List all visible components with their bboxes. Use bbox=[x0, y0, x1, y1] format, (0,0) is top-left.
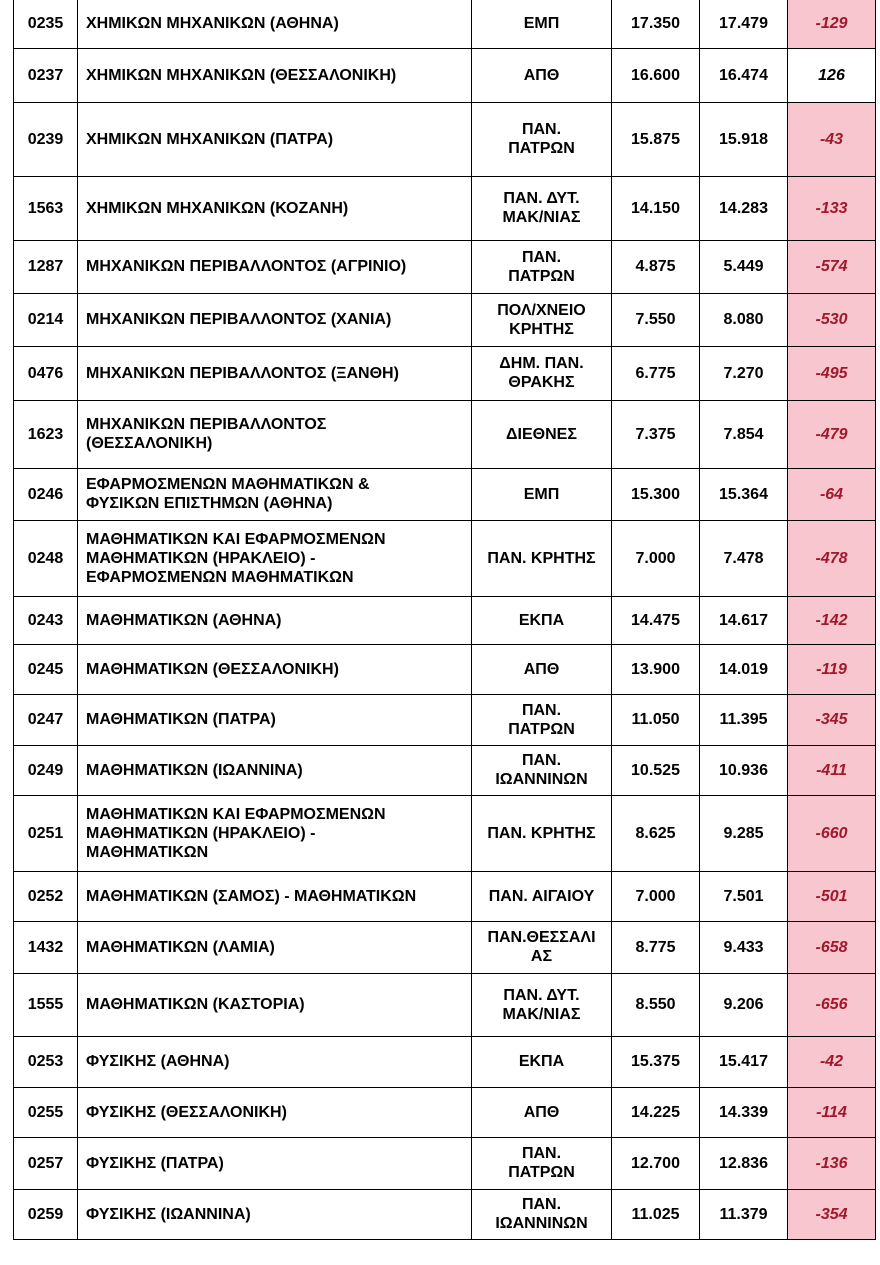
score-a-cell: 8.625 bbox=[612, 795, 700, 871]
score-a-cell: 17.350 bbox=[612, 0, 700, 48]
institution-line: ΠΑΝ. bbox=[521, 1196, 562, 1213]
institution-cell bbox=[472, 468, 612, 520]
score-b-cell: 9.206 bbox=[700, 973, 788, 1036]
institution-line: ΠΑΝ. bbox=[521, 248, 562, 266]
institution-cell bbox=[472, 1137, 612, 1189]
score-a-cell: 16.600 bbox=[612, 48, 700, 102]
institution-line: ΠΑΝ. ΚΡΗΤΗΣ bbox=[487, 549, 596, 567]
institution-cell bbox=[472, 240, 612, 293]
department-name-line: ΕΦΑΡΜΟΣΜΕΝΩΝ ΜΑΘΗΜΑΤΙΚΩΝ bbox=[86, 568, 354, 586]
department-name-line: ΦΥΣΙΚΩΝ ΕΠΙΣΤΗΜΩΝ (ΑΘΗΝΑ) bbox=[86, 495, 333, 512]
score-a-cell: 6.775 bbox=[612, 346, 700, 400]
department-name-cell bbox=[78, 694, 472, 745]
institution-cell bbox=[472, 644, 612, 694]
difference-cell: -354 bbox=[788, 1189, 876, 1239]
institution-cell bbox=[472, 346, 612, 400]
table-row bbox=[14, 102, 876, 176]
difference-cell: -501 bbox=[788, 871, 876, 921]
department-name-line: ΜΗΧΑΝΙΚΩΝ ΠΕΡΙΒΑΛΛΟΝΤΟΣ (ΞΑΝΘΗ) bbox=[86, 364, 399, 382]
institution-cell bbox=[472, 694, 612, 745]
institution-cell bbox=[472, 1189, 612, 1239]
table-row bbox=[14, 973, 876, 1036]
institution-cell bbox=[472, 520, 612, 596]
department-name-line: ΧΗΜΙΚΩΝ ΜΗΧΑΝΙΚΩΝ (ΑΘΗΝΑ) bbox=[86, 15, 339, 33]
score-b-cell: 14.617 bbox=[700, 596, 788, 644]
institution-line: ΠΑΤΡΩΝ bbox=[508, 267, 575, 285]
table-row bbox=[14, 1087, 876, 1137]
department-name-cell bbox=[78, 1087, 472, 1137]
institution-line: ΠΑΝ. bbox=[521, 752, 562, 769]
table-row bbox=[14, 871, 876, 921]
difference-cell: 126 bbox=[788, 48, 876, 102]
score-b-cell: 7.478 bbox=[700, 520, 788, 596]
table-row bbox=[14, 293, 876, 346]
institution-line: ΠΑΝ. bbox=[521, 1145, 562, 1162]
score-b-cell: 14.339 bbox=[700, 1087, 788, 1137]
department-name-line: ΦΥΣΙΚΗΣ (ΠΑΤΡΑ) bbox=[86, 1154, 224, 1172]
department-code-cell: 0259 bbox=[14, 1189, 78, 1239]
department-code-cell: 0235 bbox=[14, 0, 78, 48]
institution-line: ΠΑΤΡΩΝ bbox=[508, 140, 575, 157]
institution-cell bbox=[472, 745, 612, 795]
score-a-cell: 15.375 bbox=[612, 1036, 700, 1087]
difference-cell: -136 bbox=[788, 1137, 876, 1189]
department-name-line: ΜΗΧΑΝΙΚΩΝ ΠΕΡΙΒΑΛΛΟΝΤΟΣ (ΑΓΡΙΝΙΟ) bbox=[86, 258, 407, 275]
department-name-cell bbox=[78, 102, 472, 176]
department-name-cell bbox=[78, 176, 472, 240]
table-row bbox=[14, 921, 876, 973]
score-a-cell: 7.375 bbox=[612, 400, 700, 468]
score-a-cell: 13.900 bbox=[612, 644, 700, 694]
department-code-cell: 0476 bbox=[14, 346, 78, 400]
table-row bbox=[14, 346, 876, 400]
department-code-cell: 1287 bbox=[14, 240, 78, 293]
institution-line: ΠΟΛ/ΧΝΕΙΟ bbox=[497, 301, 586, 319]
department-name-cell bbox=[78, 293, 472, 346]
difference-cell: -133 bbox=[788, 176, 876, 240]
difference-cell: -43 bbox=[788, 102, 876, 176]
score-a-cell: 8.550 bbox=[612, 973, 700, 1036]
table-row bbox=[14, 596, 876, 644]
difference-cell: -345 bbox=[788, 694, 876, 745]
difference-cell: -119 bbox=[788, 644, 876, 694]
table-row bbox=[14, 400, 876, 468]
score-a-cell: 11.025 bbox=[612, 1189, 700, 1239]
institution-line: ΠΑΝ. ΚΡΗΤΗΣ bbox=[487, 824, 596, 842]
table-row bbox=[14, 795, 876, 871]
institution-cell bbox=[472, 293, 612, 346]
score-b-cell: 16.474 bbox=[700, 48, 788, 102]
department-name-cell bbox=[78, 973, 472, 1036]
score-b-cell: 15.364 bbox=[700, 468, 788, 520]
department-name-cell bbox=[78, 795, 472, 871]
table-row bbox=[14, 1036, 876, 1087]
institution-line: ΠΑΝ. bbox=[521, 121, 562, 138]
department-name-line: ΜΑΘΗΜΑΤΙΚΩΝ (ΗΡΑΚΛΕΙΟ) - bbox=[86, 549, 316, 567]
department-name-line: ΜΗΧΑΝΙΚΩΝ ΠΕΡΙΒΑΛΛΟΝΤΟΣ (ΧΑΝΙΑ) bbox=[86, 311, 392, 328]
difference-cell: -114 bbox=[788, 1087, 876, 1137]
score-b-cell: 8.080 bbox=[700, 293, 788, 346]
department-name-line: ΜΑΘΗΜΑΤΙΚΩΝ (ΣΑΜΟΣ) - ΜΑΘΗΜΑΤΙΚΩΝ bbox=[86, 887, 417, 905]
institution-line: ΕΜΠ bbox=[523, 485, 560, 503]
score-b-cell: 12.836 bbox=[700, 1137, 788, 1189]
department-name-cell bbox=[78, 0, 472, 48]
score-b-cell: 15.918 bbox=[700, 102, 788, 176]
institution-line: ΘΡΑΚΗΣ bbox=[508, 374, 575, 391]
department-code-cell: 0249 bbox=[14, 745, 78, 795]
department-name-cell bbox=[78, 596, 472, 644]
score-b-cell: 7.854 bbox=[700, 400, 788, 468]
department-code-cell: 0243 bbox=[14, 596, 78, 644]
department-name-line: ΧΗΜΙΚΩΝ ΜΗΧΑΝΙΚΩΝ (ΠΑΤΡΑ) bbox=[86, 130, 334, 148]
department-name-line: ΜΑΘΗΜΑΤΙΚΩΝ (ΠΑΤΡΑ) bbox=[86, 711, 276, 728]
difference-cell: -64 bbox=[788, 468, 876, 520]
institution-cell bbox=[472, 795, 612, 871]
department-name-cell bbox=[78, 1137, 472, 1189]
table-row bbox=[14, 745, 876, 795]
institution-line: ΠΑΝ. ΔΥΤ. bbox=[503, 190, 580, 207]
table-row bbox=[14, 468, 876, 520]
institution-cell bbox=[472, 102, 612, 176]
score-b-cell: 10.936 bbox=[700, 745, 788, 795]
score-b-cell: 7.270 bbox=[700, 346, 788, 400]
department-name-line: ΜΑΘΗΜΑΤΙΚΩΝ (ΙΩΑΝΝΙΝΑ) bbox=[86, 761, 303, 779]
difference-cell: -530 bbox=[788, 293, 876, 346]
institution-line: ΔΗΜ. ΠΑΝ. bbox=[499, 355, 584, 372]
department-name-line: ΜΑΘΗΜΑΤΙΚΩΝ (ΗΡΑΚΛΕΙΟ) - bbox=[86, 824, 316, 842]
department-code-cell: 0214 bbox=[14, 293, 78, 346]
institution-cell bbox=[472, 1087, 612, 1137]
difference-cell: -495 bbox=[788, 346, 876, 400]
institution-line: ΠΑΝ. bbox=[521, 701, 562, 719]
score-a-cell: 15.875 bbox=[612, 102, 700, 176]
score-a-cell: 4.875 bbox=[612, 240, 700, 293]
table-row bbox=[14, 176, 876, 240]
institution-line: ΜΑΚ/ΝΙΑΣ bbox=[502, 1005, 581, 1023]
institution-line: ΙΩΑΝΝΙΝΩΝ bbox=[495, 1215, 588, 1232]
department-code-cell: 1563 bbox=[14, 176, 78, 240]
institution-line: ΕΜΠ bbox=[523, 15, 560, 33]
department-name-cell bbox=[78, 1189, 472, 1239]
institution-line: ΑΠΘ bbox=[523, 66, 560, 84]
difference-cell: -660 bbox=[788, 795, 876, 871]
score-a-cell: 8.775 bbox=[612, 921, 700, 973]
difference-cell: -479 bbox=[788, 400, 876, 468]
department-name-cell bbox=[78, 48, 472, 102]
table-row bbox=[14, 240, 876, 293]
score-b-cell: 14.283 bbox=[700, 176, 788, 240]
department-name-line: ΧΗΜΙΚΩΝ ΜΗΧΑΝΙΚΩΝ (ΚΟΖΑΝΗ) bbox=[86, 199, 349, 217]
department-name-line: ΜΗΧΑΝΙΚΩΝ ΠΕΡΙΒΑΛΛΟΝΤΟΣ bbox=[86, 416, 327, 433]
department-code-cell: 1623 bbox=[14, 400, 78, 468]
department-name-line: ΕΦΑΡΜΟΣΜΕΝΩΝ ΜΑΘΗΜΑΤΙΚΩΝ & bbox=[86, 476, 370, 493]
department-name-cell bbox=[78, 346, 472, 400]
institution-line: ΜΑΚ/ΝΙΑΣ bbox=[502, 209, 581, 226]
score-b-cell: 11.379 bbox=[700, 1189, 788, 1239]
department-name-line: ΦΥΣΙΚΗΣ (ΑΘΗΝΑ) bbox=[86, 1053, 230, 1070]
score-b-cell: 15.417 bbox=[700, 1036, 788, 1087]
admission-scores-table bbox=[13, 0, 876, 1240]
table-row bbox=[14, 520, 876, 596]
department-code-cell: 0251 bbox=[14, 795, 78, 871]
score-a-cell: 15.300 bbox=[612, 468, 700, 520]
score-a-cell: 7.550 bbox=[612, 293, 700, 346]
department-code-cell: 0253 bbox=[14, 1036, 78, 1087]
institution-cell bbox=[472, 48, 612, 102]
institution-line: ΠΑΤΡΩΝ bbox=[508, 720, 575, 738]
institution-cell bbox=[472, 400, 612, 468]
department-name-line: ΜΑΘΗΜΑΤΙΚΩΝ bbox=[86, 843, 209, 861]
department-code-cell: 0245 bbox=[14, 644, 78, 694]
table-row bbox=[14, 1137, 876, 1189]
department-name-cell bbox=[78, 921, 472, 973]
department-code-cell: 1555 bbox=[14, 973, 78, 1036]
table-body bbox=[14, 0, 876, 1239]
difference-cell: -574 bbox=[788, 240, 876, 293]
institution-cell bbox=[472, 973, 612, 1036]
department-code-cell: 0252 bbox=[14, 871, 78, 921]
department-name-cell bbox=[78, 520, 472, 596]
difference-cell: -658 bbox=[788, 921, 876, 973]
score-b-cell: 17.479 bbox=[700, 0, 788, 48]
score-b-cell: 5.449 bbox=[700, 240, 788, 293]
department-name-line: ΜΑΘΗΜΑΤΙΚΩΝ (ΑΘΗΝΑ) bbox=[86, 611, 282, 629]
institution-line: ΕΚΠΑ bbox=[518, 611, 565, 629]
institution-line: ΠΑΝ. ΑΙΓΑΙΟΥ bbox=[488, 887, 595, 905]
table-row bbox=[14, 644, 876, 694]
score-a-cell: 14.475 bbox=[612, 596, 700, 644]
department-name-cell bbox=[78, 468, 472, 520]
admission-scores-page bbox=[13, 0, 875, 1240]
table-row bbox=[14, 694, 876, 745]
department-code-cell: 0247 bbox=[14, 694, 78, 745]
institution-line: ΠΑΤΡΩΝ bbox=[508, 1164, 575, 1181]
difference-cell: -656 bbox=[788, 973, 876, 1036]
department-code-cell: 0246 bbox=[14, 468, 78, 520]
department-code-cell: 0239 bbox=[14, 102, 78, 176]
score-b-cell: 9.285 bbox=[700, 795, 788, 871]
department-name-cell bbox=[78, 871, 472, 921]
score-a-cell: 14.150 bbox=[612, 176, 700, 240]
department-name-cell bbox=[78, 745, 472, 795]
institution-line: ΠΑΝ.ΘΕΣΣΑΛΙ bbox=[487, 929, 596, 946]
table-row bbox=[14, 0, 876, 48]
institution-cell bbox=[472, 1036, 612, 1087]
department-name-line: ΜΑΘΗΜΑΤΙΚΩΝ ΚΑΙ ΕΦΑΡΜΟΣΜΕΝΩΝ bbox=[86, 805, 386, 823]
department-code-cell: 0257 bbox=[14, 1137, 78, 1189]
department-name-cell bbox=[78, 400, 472, 468]
score-b-cell: 11.395 bbox=[700, 694, 788, 745]
department-name-cell bbox=[78, 644, 472, 694]
department-name-cell bbox=[78, 240, 472, 293]
institution-cell bbox=[472, 871, 612, 921]
institution-cell bbox=[472, 921, 612, 973]
department-name-line: ΦΥΣΙΚΗΣ (ΙΩΑΝΝΙΝΑ) bbox=[86, 1205, 251, 1223]
institution-cell bbox=[472, 176, 612, 240]
institution-line: ΠΑΝ. ΔΥΤ. bbox=[503, 986, 580, 1004]
difference-cell: -129 bbox=[788, 0, 876, 48]
department-code-cell: 0248 bbox=[14, 520, 78, 596]
score-b-cell: 9.433 bbox=[700, 921, 788, 973]
institution-line: ΙΩΑΝΝΙΝΩΝ bbox=[495, 771, 588, 788]
table-row bbox=[14, 48, 876, 102]
difference-cell: -142 bbox=[788, 596, 876, 644]
score-a-cell: 11.050 bbox=[612, 694, 700, 745]
institution-line: ΑΣ bbox=[530, 948, 553, 965]
score-a-cell: 7.000 bbox=[612, 520, 700, 596]
department-name-line: ΧΗΜΙΚΩΝ ΜΗΧΑΝΙΚΩΝ (ΘΕΣΣΑΛΟΝΙΚΗ) bbox=[86, 66, 397, 84]
department-name-line: ΦΥΣΙΚΗΣ (ΘΕΣΣΑΛΟΝΙΚΗ) bbox=[86, 1103, 287, 1121]
score-a-cell: 14.225 bbox=[612, 1087, 700, 1137]
department-code-cell: 1432 bbox=[14, 921, 78, 973]
institution-line: ΔΙΕΘΝΕΣ bbox=[506, 425, 577, 443]
department-name-line: ΜΑΘΗΜΑΤΙΚΩΝ (ΘΕΣΣΑΛΟΝΙΚΗ) bbox=[86, 660, 339, 678]
institution-cell bbox=[472, 0, 612, 48]
score-a-cell: 12.700 bbox=[612, 1137, 700, 1189]
score-b-cell: 14.019 bbox=[700, 644, 788, 694]
score-a-cell: 7.000 bbox=[612, 871, 700, 921]
score-a-cell: 10.525 bbox=[612, 745, 700, 795]
institution-line: ΕΚΠΑ bbox=[518, 1053, 565, 1070]
department-name-line: ΜΑΘΗΜΑΤΙΚΩΝ (ΛΑΜΙΑ) bbox=[86, 938, 275, 956]
difference-cell: -42 bbox=[788, 1036, 876, 1087]
department-code-cell: 0255 bbox=[14, 1087, 78, 1137]
department-name-line: ΜΑΘΗΜΑΤΙΚΩΝ (ΚΑΣΤΟΡΙΑ) bbox=[86, 996, 305, 1013]
institution-line: ΑΠΘ bbox=[523, 660, 560, 678]
score-b-cell: 7.501 bbox=[700, 871, 788, 921]
department-name-line: (ΘΕΣΣΑΛΟΝΙΚΗ) bbox=[86, 435, 213, 452]
difference-cell: -478 bbox=[788, 520, 876, 596]
institution-cell bbox=[472, 596, 612, 644]
department-name-cell bbox=[78, 1036, 472, 1087]
institution-line: ΑΠΘ bbox=[523, 1103, 560, 1121]
department-name-line: ΜΑΘΗΜΑΤΙΚΩΝ ΚΑΙ ΕΦΑΡΜΟΣΜΕΝΩΝ bbox=[86, 530, 386, 548]
table-row bbox=[14, 1189, 876, 1239]
institution-line: ΚΡΗΤΗΣ bbox=[509, 320, 574, 338]
difference-cell: -411 bbox=[788, 745, 876, 795]
department-code-cell: 0237 bbox=[14, 48, 78, 102]
